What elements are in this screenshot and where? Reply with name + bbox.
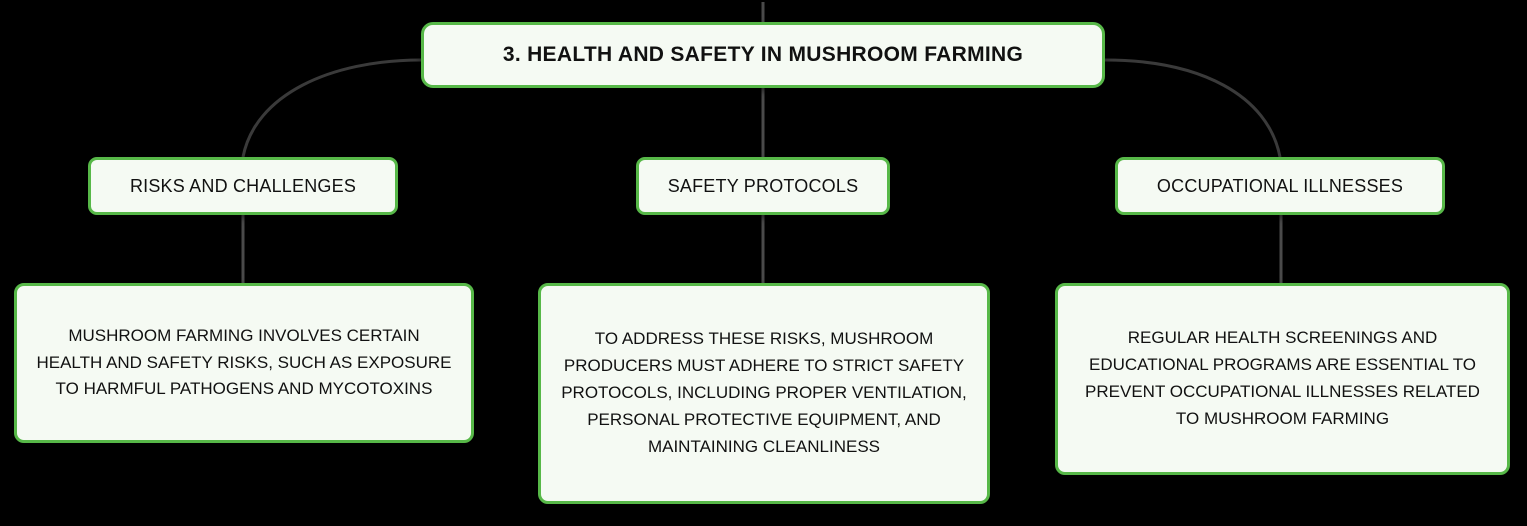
node-detail-safety-protocols[interactable] bbox=[538, 283, 990, 504]
node-detail-risks-and-challenges[interactable] bbox=[14, 283, 474, 443]
node-branch-safety-protocols[interactable] bbox=[636, 157, 890, 215]
node-branch-label: SAFETY PROTOCOLS bbox=[667, 175, 859, 196]
node-root[interactable] bbox=[421, 22, 1105, 88]
node-branch-label: OCCUPATIONAL ILLNESSES bbox=[1156, 175, 1404, 196]
connector-root-to-branch-3 bbox=[1105, 60, 1280, 157]
node-branch-occupational-illnesses[interactable] bbox=[1115, 157, 1445, 215]
node-branch-risks-and-challenges[interactable] bbox=[88, 157, 398, 215]
node-detail-occupational-illnesses[interactable] bbox=[1055, 283, 1510, 475]
node-detail-text: TO ADDRESS THESE RISKS, MUSHROOM PRODUCERS MUST ADHERE TO STRICT SAFETY PROTOCOLS, INCLUDING PROPER VENTILATION, PERSONAL PROTECTIVE EQUIPMENT, AND MAINTAINING CLEANLINESS bbox=[561, 329, 967, 456]
node-root-label: 3. HEALTH AND SAFETY IN MUSHROOM FARMING bbox=[502, 43, 1024, 66]
node-detail-text: MUSHROOM FARMING INVOLVES CERTAIN HEALTH AND SAFETY RISKS, SUCH AS EXPOSURE TO HARMFUL PATHOGENS AND MYCOTOXINS bbox=[36, 325, 452, 399]
node-detail-text: REGULAR HEALTH SCREENINGS AND EDUCATIONAL PROGRAMS ARE ESSENTIAL TO PREVENT OCCUPATIONAL ILLNESSES RELATED TO MUSHROOM FARMING bbox=[1085, 328, 1480, 428]
connector-root-to-branch-1 bbox=[243, 60, 421, 157]
node-branch-label: RISKS AND CHALLENGES bbox=[129, 175, 357, 196]
